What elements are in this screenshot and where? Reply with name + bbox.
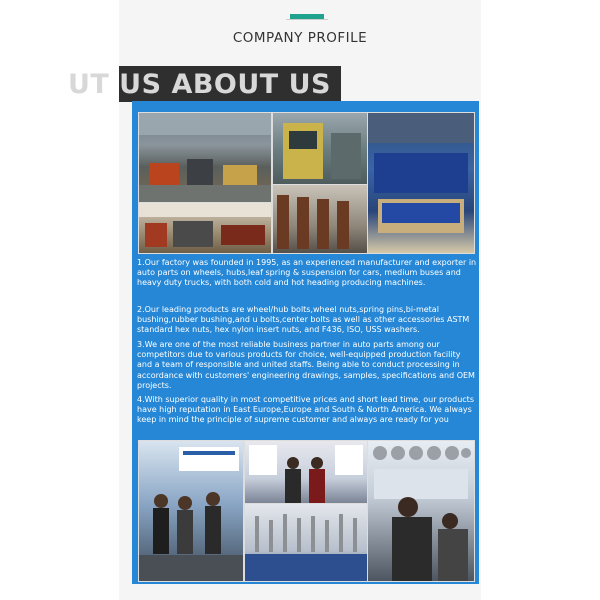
product-inspection-photo	[367, 440, 475, 582]
bolt-display-photo	[244, 503, 368, 582]
factory-floor-photo	[138, 112, 272, 204]
factory-workshop-photo	[138, 202, 272, 254]
exhibition-booth-photo	[138, 440, 244, 582]
paragraph-2: 2.Our leading products are wheel/hub bolts,wheel nuts,spring pins,bi-metal bushing,rubber bushing,and u bolts,center bolts as well as other accessories ASTM standard hex nuts, hex nylon insert nuts, and F436, ISO, USS washers.	[137, 305, 470, 335]
title-accent-bar	[290, 14, 324, 19]
booth-staff-photo	[244, 440, 368, 504]
boxed-parts-photo	[367, 112, 475, 254]
paragraph-1: 1.Our factory was founded in 1995, as an experienced manufacturer and exporter in auto parts on wheels, hubs,leaf spring & suspension for cars, medium buses and heavy duty trucks, with both cold and hot heading producing machines.	[137, 258, 477, 288]
about-us-banner-text: UT US ABOUT US	[67, 69, 331, 100]
paragraph-3: 3.We are one of the most reliable business partner in auto parts among our competitors due to various products for choice, well-equipped production facility and a team of responsible and united staffs. Being able to conduct processing in accordance with customers' engineering drawings, samples, specifications and OEM projects.	[137, 340, 475, 390]
about-us-banner	[67, 66, 341, 102]
section-title: COMPANY PROFILE	[232, 30, 368, 46]
press-machine-photo	[272, 112, 368, 186]
warehouse-racks-photo	[272, 184, 368, 254]
paragraph-4: 4.With superior quality in most competitive prices and short lead time, our products have high reputation in East Europe,Europe and South & North America. We always keep in mind the principle of supreme customer and always are ready for you	[137, 395, 474, 425]
